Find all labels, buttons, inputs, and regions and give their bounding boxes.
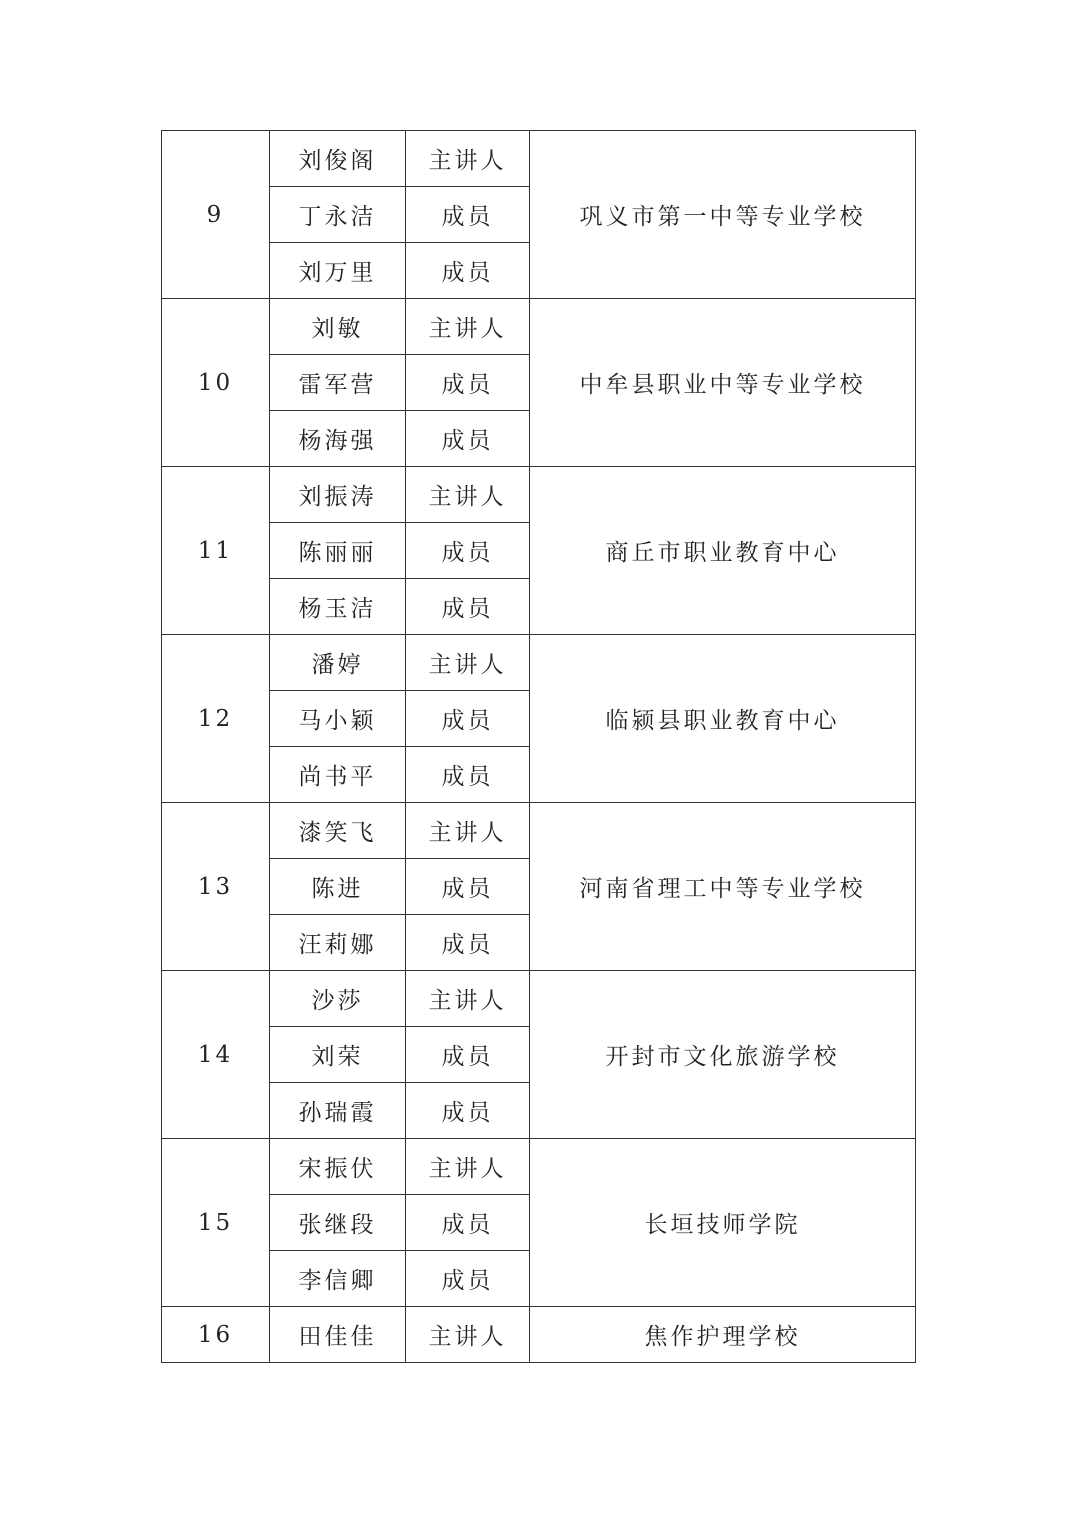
group-number-cell: 16 bbox=[162, 1307, 270, 1363]
member-name-cell: 刘万里 bbox=[270, 243, 406, 299]
member-role-cell: 成员 bbox=[406, 243, 530, 299]
member-name-cell: 漆笑飞 bbox=[270, 803, 406, 859]
school-name-cell: 河南省理工中等专业学校 bbox=[530, 803, 916, 971]
member-name-cell: 宋振伏 bbox=[270, 1139, 406, 1195]
member-name-cell: 陈进 bbox=[270, 859, 406, 915]
table-row bbox=[162, 1139, 916, 1195]
member-role-cell: 成员 bbox=[406, 523, 530, 579]
group-number-cell: 11 bbox=[162, 467, 270, 635]
member-name-cell: 刘俊阁 bbox=[270, 131, 406, 187]
member-role-cell: 主讲人 bbox=[406, 971, 530, 1027]
group-number-cell: 14 bbox=[162, 971, 270, 1139]
member-role-cell: 主讲人 bbox=[406, 299, 530, 355]
school-name-cell: 巩义市第一中等专业学校 bbox=[530, 131, 916, 299]
table-row bbox=[162, 1307, 916, 1363]
member-role-cell: 成员 bbox=[406, 859, 530, 915]
table-row bbox=[162, 803, 916, 859]
school-name-cell: 开封市文化旅游学校 bbox=[530, 971, 916, 1139]
member-name-cell: 潘婷 bbox=[270, 635, 406, 691]
table-row bbox=[162, 131, 916, 187]
school-name-cell: 焦作护理学校 bbox=[530, 1307, 916, 1363]
member-name-cell: 沙莎 bbox=[270, 971, 406, 1027]
member-role-cell: 成员 bbox=[406, 915, 530, 971]
member-role-cell: 成员 bbox=[406, 579, 530, 635]
member-role-cell: 主讲人 bbox=[406, 803, 530, 859]
school-name-cell: 商丘市职业教育中心 bbox=[530, 467, 916, 635]
school-name-cell: 临颍县职业教育中心 bbox=[530, 635, 916, 803]
group-number-cell: 15 bbox=[162, 1139, 270, 1307]
member-role-cell: 成员 bbox=[406, 411, 530, 467]
member-role-cell: 主讲人 bbox=[406, 131, 530, 187]
team-roster-table bbox=[161, 130, 916, 1363]
member-name-cell: 孙瑞霞 bbox=[270, 1083, 406, 1139]
member-name-cell: 丁永洁 bbox=[270, 187, 406, 243]
table-row bbox=[162, 635, 916, 691]
member-name-cell: 刘荣 bbox=[270, 1027, 406, 1083]
member-role-cell: 成员 bbox=[406, 1195, 530, 1251]
member-role-cell: 成员 bbox=[406, 1251, 530, 1307]
member-role-cell: 主讲人 bbox=[406, 635, 530, 691]
member-role-cell: 成员 bbox=[406, 1083, 530, 1139]
group-number-cell: 10 bbox=[162, 299, 270, 467]
member-role-cell: 成员 bbox=[406, 187, 530, 243]
member-name-cell: 杨海强 bbox=[270, 411, 406, 467]
school-name-cell: 长垣技师学院 bbox=[530, 1139, 916, 1307]
school-name-cell: 中牟县职业中等专业学校 bbox=[530, 299, 916, 467]
member-role-cell: 成员 bbox=[406, 747, 530, 803]
roster-body bbox=[162, 131, 916, 1363]
member-name-cell: 李信卿 bbox=[270, 1251, 406, 1307]
member-name-cell: 刘振涛 bbox=[270, 467, 406, 523]
member-name-cell: 汪莉娜 bbox=[270, 915, 406, 971]
member-role-cell: 成员 bbox=[406, 691, 530, 747]
member-name-cell: 刘敏 bbox=[270, 299, 406, 355]
member-role-cell: 主讲人 bbox=[406, 1139, 530, 1195]
member-role-cell: 成员 bbox=[406, 1027, 530, 1083]
table-row bbox=[162, 467, 916, 523]
table-row bbox=[162, 299, 916, 355]
member-name-cell: 张继段 bbox=[270, 1195, 406, 1251]
member-name-cell: 尚书平 bbox=[270, 747, 406, 803]
member-role-cell: 主讲人 bbox=[406, 467, 530, 523]
member-name-cell: 杨玉洁 bbox=[270, 579, 406, 635]
member-name-cell: 田佳佳 bbox=[270, 1307, 406, 1363]
table-row bbox=[162, 971, 916, 1027]
member-name-cell: 马小颖 bbox=[270, 691, 406, 747]
member-role-cell: 成员 bbox=[406, 355, 530, 411]
group-number-cell: 9 bbox=[162, 131, 270, 299]
group-number-cell: 13 bbox=[162, 803, 270, 971]
member-role-cell: 主讲人 bbox=[406, 1307, 530, 1363]
member-name-cell: 陈丽丽 bbox=[270, 523, 406, 579]
member-name-cell: 雷军营 bbox=[270, 355, 406, 411]
group-number-cell: 12 bbox=[162, 635, 270, 803]
